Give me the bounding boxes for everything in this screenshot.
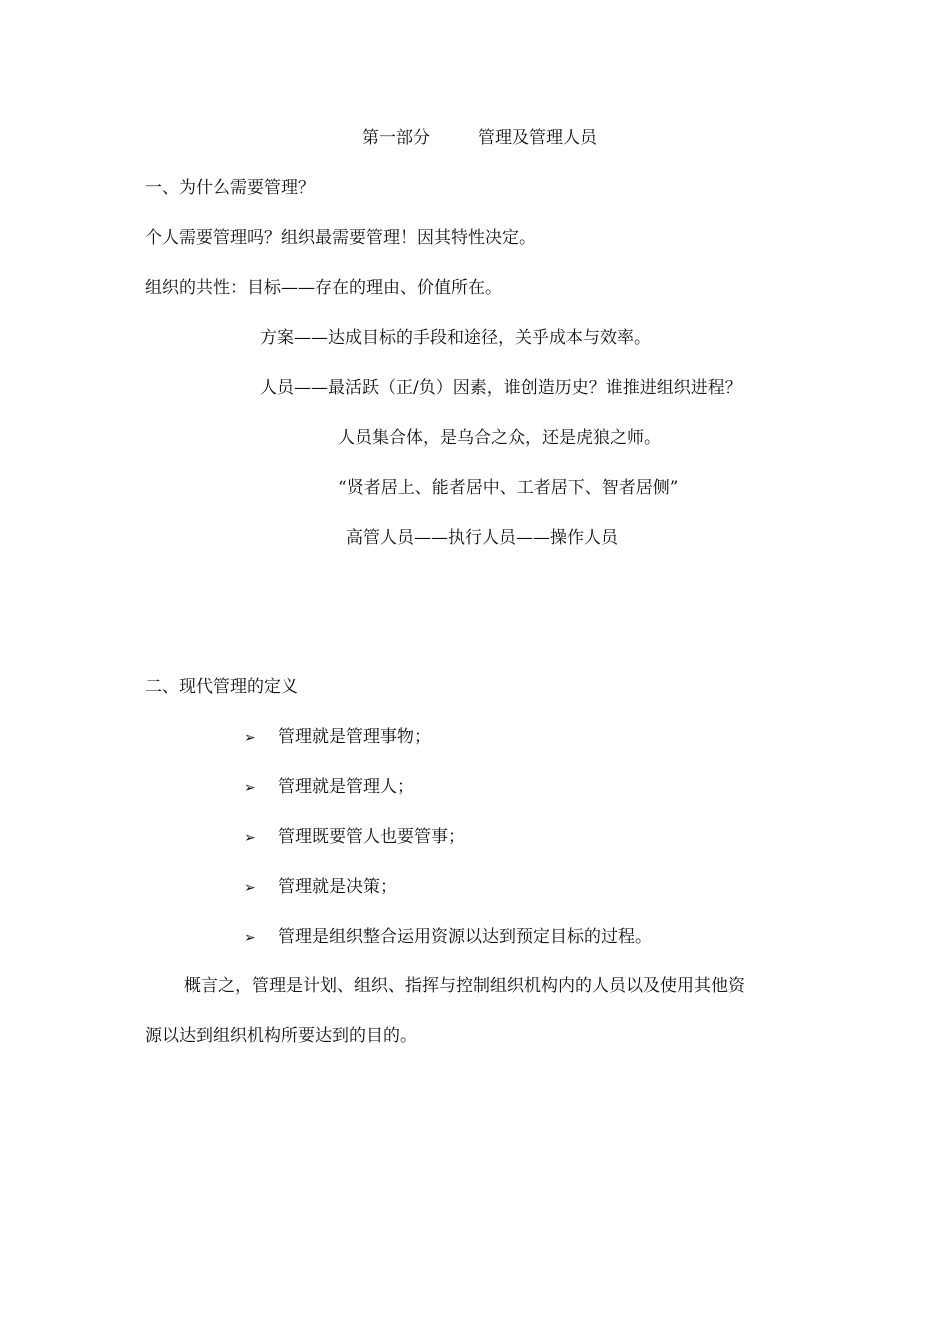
list-item-text: 管理就是管理事物； [278, 727, 431, 747]
page-title [362, 128, 597, 148]
list-item-text: 管理是组织整合运用资源以达到预定目标的过程。 [278, 927, 652, 947]
section2-heading: 二、现代管理的定义 [145, 677, 298, 697]
section1-heading: 一、为什么需要管理？ [145, 178, 315, 198]
list-item [244, 877, 397, 898]
arrow-bullet-icon: ➢ [244, 830, 256, 846]
list-item-text: 管理就是管理人； [278, 777, 414, 797]
list-item [244, 777, 414, 798]
section1-plan: 方案——达成目标的手段和途径，关乎成本与效率。 [260, 328, 651, 348]
list-item [244, 827, 465, 848]
summary-line-1: 概言之，管理是计划、组织、指挥与控制组织机构内的人员以及使用其他资 [184, 976, 745, 996]
section1-common: 组织的共性：目标——存在的理由、价值所在。 [145, 278, 502, 298]
list-item [244, 927, 652, 948]
section1-intro: 个人需要管理吗？组织最需要管理！因其特性决定。 [145, 228, 536, 248]
section1-collective: 人员集合体，是乌合之众，还是虎狼之师。 [338, 428, 661, 448]
arrow-bullet-icon: ➢ [244, 930, 256, 946]
section1-quote: “贤者居上、能者居中、工者居下、智者居侧” [338, 478, 679, 498]
section1-people: 人员——最活跃（正/负）因素，谁创造历史？谁推进组织进程？ [260, 378, 742, 398]
list-item-text: 管理既要管人也要管事； [278, 827, 465, 847]
list-item-text: 管理就是决策； [278, 877, 397, 897]
arrow-bullet-icon: ➢ [244, 730, 256, 746]
title-part: 第一部分 [362, 128, 430, 148]
arrow-bullet-icon: ➢ [244, 880, 256, 896]
arrow-bullet-icon: ➢ [244, 780, 256, 796]
list-item [244, 727, 431, 748]
summary-line-2: 源以达到组织机构所要达到的目的。 [145, 1026, 417, 1046]
section1-chain: 高管人员——执行人员——操作人员 [346, 528, 618, 548]
title-name: 管理及管理人员 [478, 128, 597, 148]
